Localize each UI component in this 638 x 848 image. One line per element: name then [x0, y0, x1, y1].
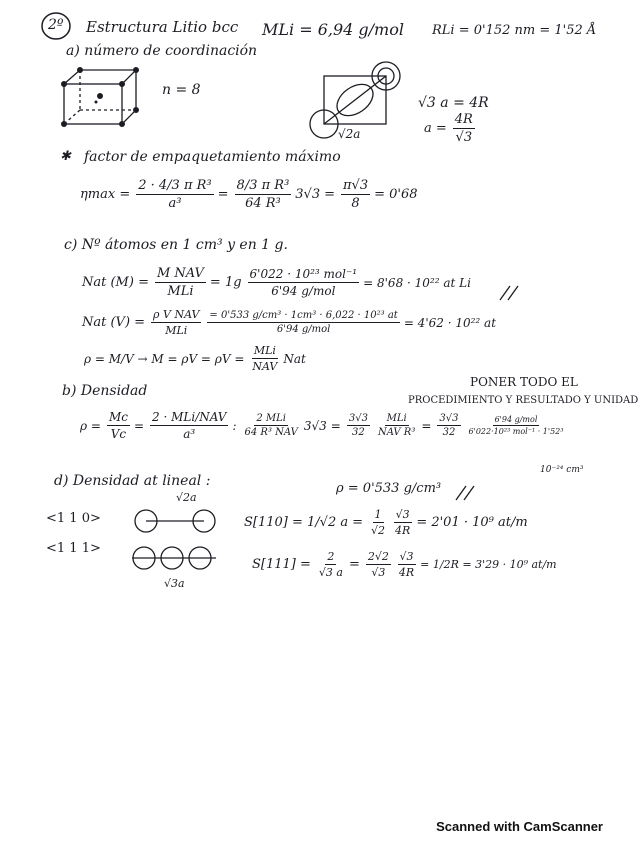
- scribble-mark: ✱: [60, 149, 71, 164]
- b-f3-tail: 3√3: [303, 418, 327, 433]
- rho-line: ρ = M/V → M = ρV = ρV =: [84, 351, 245, 366]
- rho-den: NAV: [252, 360, 278, 373]
- b-f6-num: 3√3: [439, 413, 459, 424]
- s111-f1-num: 2: [327, 550, 335, 563]
- a-equals: a =: [424, 121, 447, 136]
- natv-num2: = 0'533 g/cm³ · 1cm³ · 6,022 · 10²³ at: [209, 310, 398, 321]
- s111-f2-num: 2√2: [367, 550, 389, 563]
- natm-den: MLi: [167, 284, 194, 299]
- double-slash-mark: [498, 284, 524, 302]
- density-mass-relation: [84, 344, 310, 373]
- part-d-label: d) Densidad at lineal :: [54, 473, 211, 489]
- b-f2-num: 2 · MLi/NAV: [152, 410, 227, 424]
- b-f7-den: 6'022·10²³ mol⁻¹ · 1'52³: [468, 427, 564, 436]
- density-result: ρ = 0'533 g/cm³: [336, 481, 442, 496]
- len-110-label: √2a: [176, 491, 197, 504]
- bcc-relation: √3 a = 4R: [418, 95, 489, 111]
- s111-result: = 1/2R = 3'29 · 10⁹ at/m: [420, 558, 557, 571]
- s110-f1-den: √2: [371, 524, 386, 537]
- pf-eq: =: [217, 187, 229, 202]
- b-eq4: =: [421, 418, 432, 433]
- s111-f1-den: √3 a: [318, 566, 343, 579]
- b-f5-den: NAV R³: [377, 427, 416, 438]
- b-f1-den: Vc: [110, 427, 127, 441]
- teacher-note-line1: PONER TODO EL: [470, 375, 578, 389]
- b-f5-num: MLi: [386, 413, 407, 424]
- natm-num2: 6'022 · 10²³ mol⁻¹: [249, 267, 358, 281]
- molar-mass: MLi = 6,94 g/mol: [262, 20, 404, 39]
- natm-eq: = 1g: [209, 275, 242, 290]
- double-slash-mark: [454, 484, 480, 502]
- camscanner-watermark: Scanned with CamScanner: [436, 819, 603, 834]
- direction-111-atoms-drawing: [128, 544, 220, 572]
- s110-f1-num: 1: [374, 508, 382, 521]
- direction-111: <1 1 1>: [46, 541, 101, 556]
- b-f4-den: 32: [352, 427, 365, 438]
- s111-lhs: S[111] =: [252, 557, 311, 572]
- b-eq2: :: [232, 418, 237, 433]
- face-diagonal-label: √2a: [338, 127, 361, 141]
- unit-conversion-note: 10⁻²⁴ cm³: [540, 465, 584, 475]
- a-numerator: 4R: [454, 112, 473, 127]
- b-f6-den: 32: [442, 427, 456, 438]
- natv-den: MLi: [165, 324, 188, 337]
- pf-f2-num: 8/3 π R³: [236, 178, 290, 193]
- s111-f3-num: √3: [399, 550, 414, 563]
- atomic-radius: RLi = 0'152 nm = 1'52 Å: [432, 23, 597, 38]
- natm-lhs: Nat (M) =: [82, 275, 149, 290]
- pf-result: = 0'68: [374, 187, 418, 202]
- part-a-label: a) número de coordinación: [66, 43, 258, 59]
- linear-density-111: [252, 550, 561, 579]
- natm-result: = 8'68 · 10²² at Li: [363, 275, 471, 290]
- bcc-unit-cell-drawing: [56, 66, 146, 132]
- lattice-parameter-expression: [424, 112, 479, 145]
- part-c-label: c) Nº átomos en 1 cm³ y en 1 g.: [64, 237, 288, 253]
- s111-f2-den: √3: [371, 566, 386, 579]
- s110-eq: =: [352, 515, 364, 530]
- natv-den2: 6'94 g/mol: [276, 324, 331, 335]
- exercise-number: 2º: [48, 17, 64, 33]
- atoms-per-gram-expression: [82, 266, 475, 299]
- b-f7-num: 6'94 g/mol: [494, 415, 538, 424]
- direction-110: <1 1 0>: [46, 511, 101, 526]
- s111-eq: =: [348, 557, 360, 572]
- natm-den2: 6'94 g/mol: [271, 284, 336, 298]
- b-f3-den: 64 R³ NAV: [244, 427, 298, 438]
- rho-num: MLi: [253, 344, 276, 357]
- natv-result: = 4'62 · 10²² at: [403, 315, 497, 330]
- s111-f3-den: 4R: [398, 566, 415, 579]
- b-f4-num: 3√3: [348, 413, 368, 424]
- pf-f3-num: π√3: [343, 178, 369, 193]
- eta-max: ηmax =: [80, 187, 131, 202]
- part-b-label: b) Densidad: [62, 383, 148, 399]
- natm-num: M NAV: [156, 266, 204, 281]
- packing-factor-expression: [80, 178, 422, 211]
- pf-f1-num: 2 · 4/3 π R³: [138, 178, 212, 193]
- len-111-label: √3a: [164, 577, 185, 590]
- b-rho-lhs: ρ =: [80, 418, 101, 433]
- pf-eq2: =: [324, 187, 336, 202]
- pf-f2-den: 64 R³: [245, 196, 281, 211]
- pf-f2-tail: 3√3: [295, 187, 321, 202]
- natv-lhs: Nat (V) =: [82, 315, 146, 330]
- direction-110-atoms-drawing: [130, 508, 220, 534]
- s110-f2-den: 4R: [395, 524, 411, 537]
- rho-tail: Nat: [283, 351, 306, 366]
- natv-num: ρ V NAV: [153, 308, 200, 321]
- b-f2-den: a³: [183, 427, 196, 441]
- exercise-title: Estructura Litio bcc: [86, 18, 239, 36]
- pf-f3-den: 8: [351, 196, 360, 211]
- coordination-number: n = 8: [162, 82, 201, 98]
- linear-density-110: [244, 508, 532, 537]
- packing-factor-label: factor de empaquetamiento máximo: [84, 149, 341, 165]
- a-denominator: √3: [455, 130, 473, 145]
- b-f1-num: Mc: [108, 410, 128, 424]
- s110-f2-num: √3: [395, 508, 410, 521]
- b-f3-num: 2 MLi: [256, 413, 286, 424]
- s110-lhs: S[110] = 1/√2 a: [244, 515, 349, 530]
- b-eq1: =: [133, 418, 145, 433]
- b-eq3: =: [330, 418, 341, 433]
- s110-result: = 2'01 · 10⁹ at/m: [416, 515, 528, 530]
- density-expression: [80, 410, 569, 441]
- pf-f1-den: a³: [168, 196, 182, 211]
- atoms-per-volume-expression: [82, 308, 500, 337]
- teacher-note-line2: PROCEDIMIENTO Y RESULTADO Y UNIDAD: [408, 395, 638, 406]
